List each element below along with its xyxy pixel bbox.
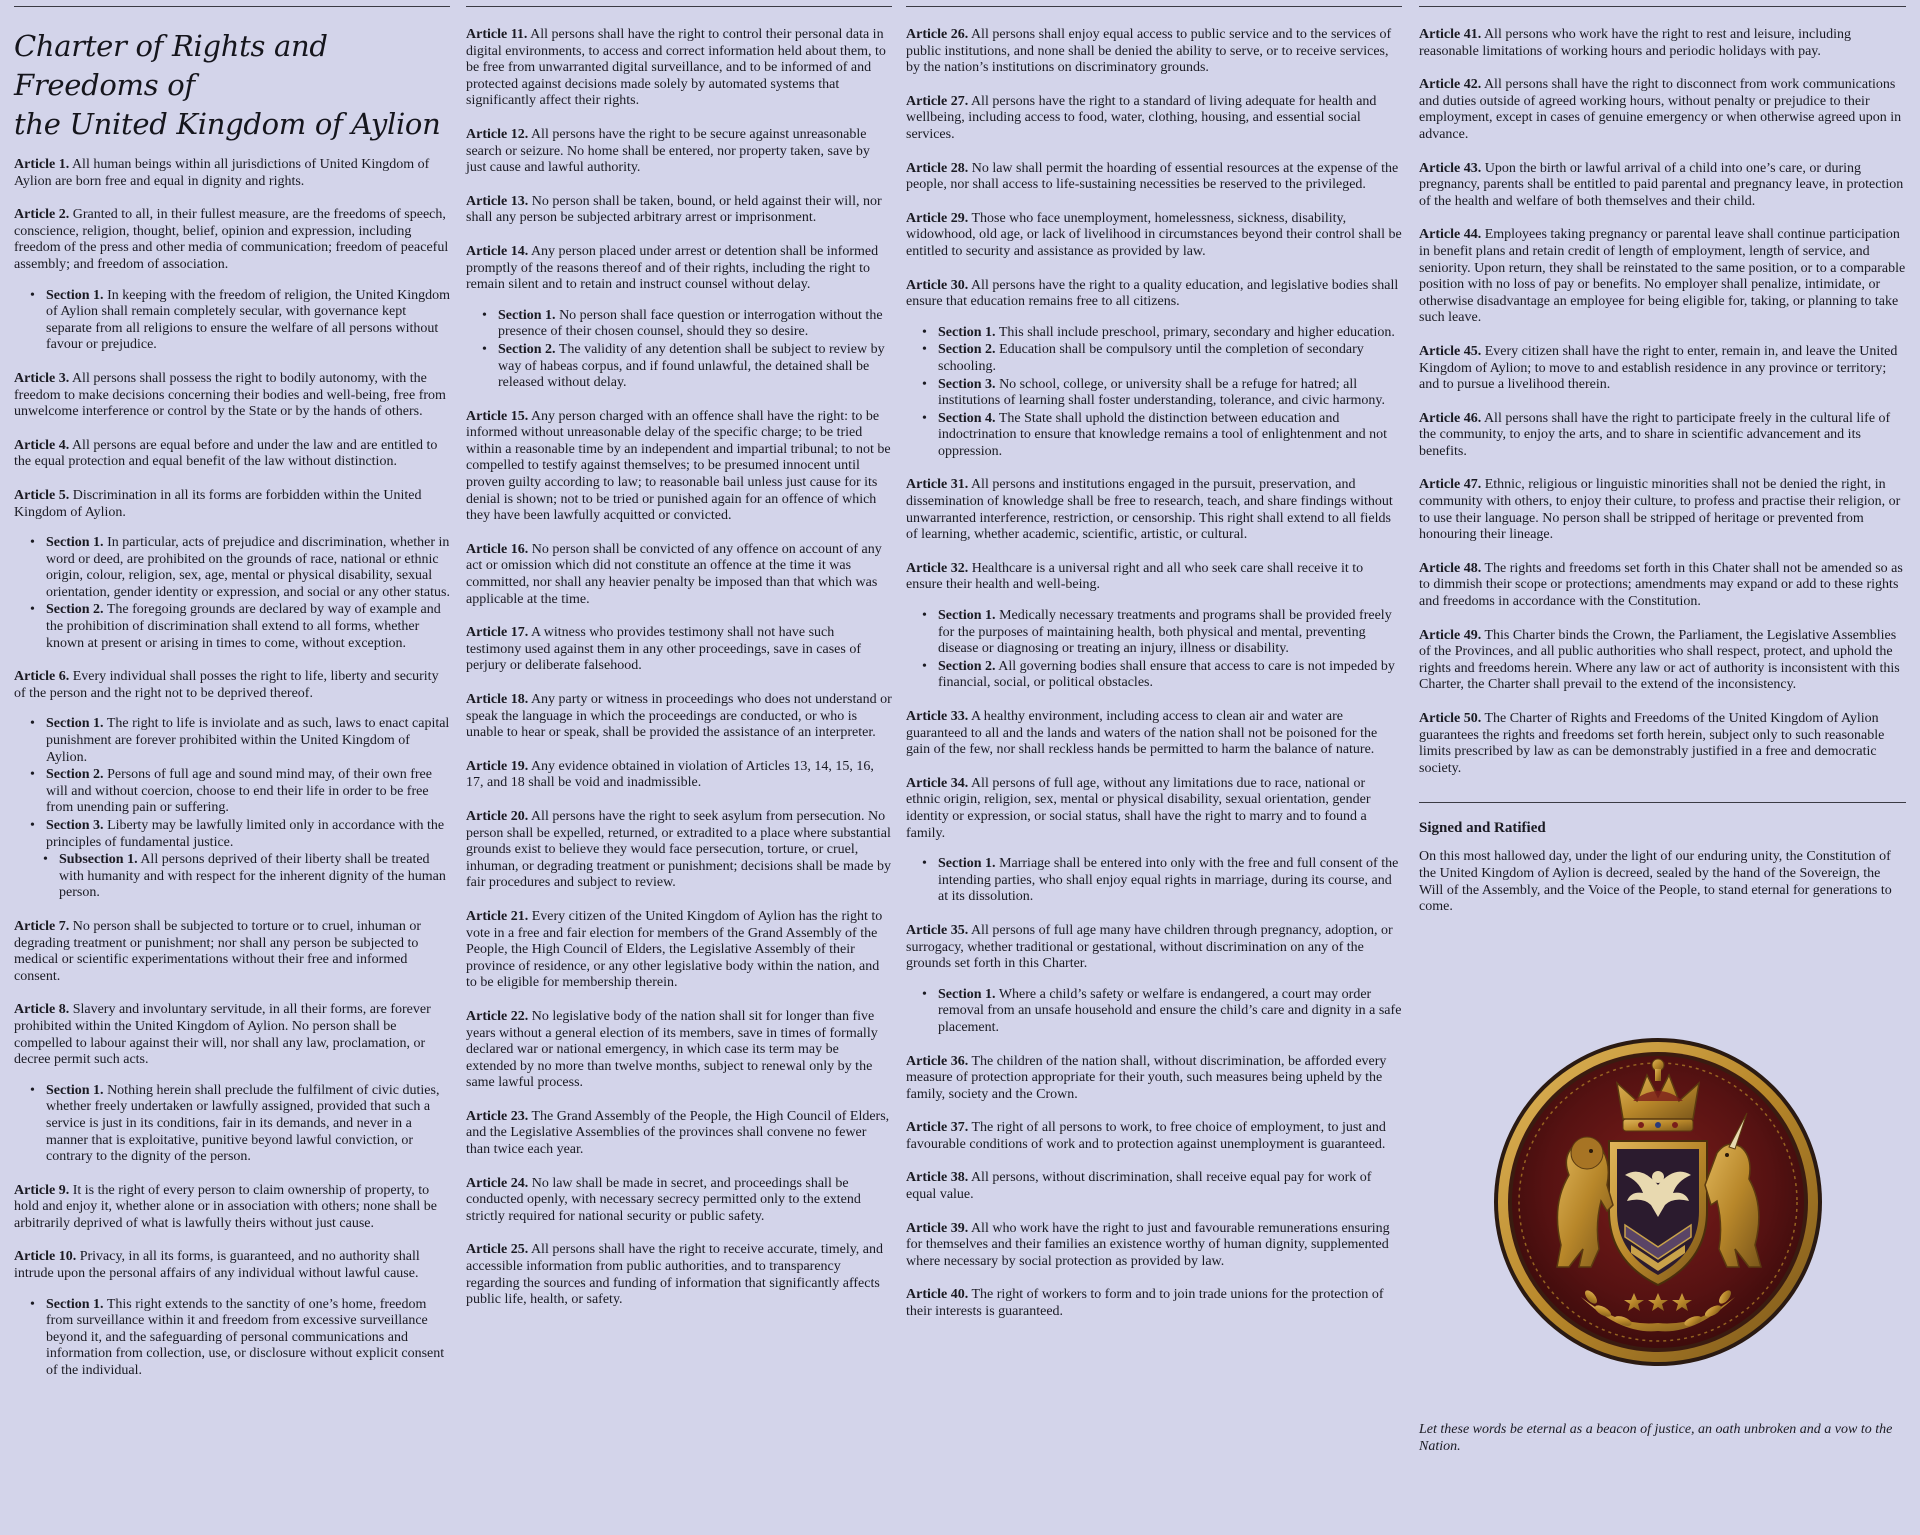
- royal-seal-icon: [1491, 1035, 1825, 1369]
- article: [1419, 77, 1906, 143]
- article: [14, 207, 450, 273]
- section-list: [906, 325, 1402, 461]
- article-label: Article 39.: [906, 1220, 969, 1236]
- section-label: Section 2.: [498, 341, 556, 357]
- article-label: Article 11.: [466, 27, 528, 42]
- section: [922, 856, 1402, 906]
- article-label: Article 23.: [466, 1108, 529, 1124]
- article-label: Article 27.: [906, 93, 969, 109]
- section: [922, 608, 1402, 658]
- article: [14, 488, 450, 521]
- article: [466, 692, 892, 742]
- section-text: In particular, acts of prejudice and discrimination, whether in word or deed, are prohibited on the grounds of race, national or ethnic origin, colour, religion, sex, age, mental or physical disability, sexual orientation, gender identity or expression, and social or any other status.: [46, 535, 450, 600]
- article-text: All persons have the right to seek asylum from persecution. No person shall be expelled, returned, or extradited to a place where substantial grounds exist to believe they would face persecution, torture, or cruel, inhuman, or degrading treatment or punishment; decisions shall be made by fair procedures and subject to review.: [466, 808, 891, 891]
- title-line-1: Charter of Rights and Freedoms of: [14, 29, 328, 102]
- article: [466, 542, 892, 608]
- article-label: Article 29.: [906, 210, 969, 226]
- article-list: [1419, 27, 1906, 777]
- article: [466, 1109, 892, 1159]
- section-list: [14, 535, 450, 652]
- section-label: Section 1.: [938, 986, 996, 1002]
- article: [906, 561, 1402, 594]
- section-label: Section 1.: [938, 856, 996, 872]
- article-label: Article 19.: [466, 758, 529, 774]
- signed-heading: Signed and Ratified: [1419, 820, 1546, 837]
- section-text: Where a child’s safety or welfare is endangered, a court may order removal from an unsafe household and ensure the child’s care and dignity in a safe placement.: [938, 986, 1402, 1035]
- article-label: Article 31.: [906, 477, 969, 493]
- section: [922, 342, 1402, 375]
- article-label: Article 37.: [906, 1120, 969, 1136]
- article-text: Any party or witness in proceedings who does not understand or speak the language in which the proceedings are conducted, or who is unable to hear or speak, shall be provided the assistance of an interpreter.: [466, 692, 892, 741]
- section-text: The validity of any detention shall be subject to review by way of habeas corpus, and if found unlawful, the detained shall be released without delay.: [498, 341, 885, 391]
- article-text: Any evidence obtained in violation of Articles 13, 14, 15, 16, 17, and 18 shall be void and inadmissible.: [466, 758, 874, 791]
- article: [466, 909, 892, 992]
- section: [922, 987, 1402, 1037]
- section-label: Section 1.: [938, 608, 996, 624]
- article-text: All persons shall have the right to receive accurate, timely, and accessible information from public authorities, and to transparency regarding the sources and funding of information that significantly affects public life, health, or safety.: [466, 1242, 884, 1308]
- article: [14, 1183, 450, 1233]
- section-label: Section 2.: [46, 602, 104, 618]
- article-text: Those who face unemployment, homelessness, sickness, disability, widowhood, old age, or lack of livelihood in circumstances beyond their control shall be entitled to security and assistance as provided by law.: [906, 210, 1402, 259]
- article: [1419, 561, 1906, 611]
- column-4: [1419, 6, 1906, 1535]
- section-text: No person shall face question or interrogation without the presence of their chosen counsel, should they so desire.: [498, 307, 883, 340]
- article: [1419, 477, 1906, 543]
- article-label: Article 8.: [14, 1002, 70, 1018]
- article-text: All persons who work have the right to rest and leisure, including reasonable limitations of working hours and periodic holidays with pay.: [1419, 27, 1851, 59]
- article-label: Article 47.: [1419, 477, 1482, 493]
- article: [906, 776, 1402, 842]
- page-title: [14, 27, 450, 144]
- article-label: Article 38.: [906, 1170, 969, 1186]
- section-text: The State shall uphold the distinction between education and indoctrination to ensure that knowledge remains a tool of enlightenment and not oppression.: [938, 410, 1388, 459]
- article-text: All persons have the right to be secure against unreasonable search or seizure. No home shall be entered, nor property taken, save by just cause and lawful authority.: [466, 126, 870, 176]
- article-text: A witness who provides testimony shall not have such testimony used against them in any other proceedings, save in cases of perjury or deliberate falsehood.: [466, 625, 862, 674]
- section-label: Subsection 1.: [59, 852, 138, 868]
- article: [14, 157, 450, 190]
- article: [14, 371, 450, 421]
- article-text: The right of all persons to work, to free choice of employment, to just and favourable conditions of work and to protection against unemployment is guaranteed.: [906, 1120, 1386, 1152]
- section-label: Section 2.: [938, 658, 996, 674]
- article-list: [906, 27, 1402, 1321]
- article-text: Discrimination in all its forms are forbidden within the United Kingdom of Aylion.: [14, 487, 422, 520]
- article-label: Article 2.: [14, 207, 70, 223]
- section-list: [14, 288, 450, 354]
- column-1: [14, 6, 450, 1535]
- article: [14, 1002, 450, 1068]
- article-text: The Charter of Rights and Freedoms of the United Kingdom of Aylion guarantees the rights and freedoms set forth herein, subject only to such reasonable limits prescribed by law as can be demonstrably justified in a free and democratic society.: [1419, 711, 1885, 776]
- section-list: [14, 1083, 450, 1166]
- article-label: Article 36.: [906, 1053, 969, 1069]
- article-text: Any person placed under arrest or detention shall be informed promptly of the reasons thereof and of their rights, including the right to remain silent and to retain and instruct counsel without delay.: [466, 243, 879, 293]
- article-text: All who work have the right to just and favourable remunerations ensuring for themselves and their families an existence worthy of human dignity, supplemented where necessary by social protection as provided by law.: [906, 1220, 1390, 1269]
- article: [906, 1221, 1402, 1271]
- article: [1419, 227, 1906, 327]
- article-text: Every citizen shall have the right to enter, remain in, and leave the United Kingdom of Aylion; to move to and establish residence in any province or territory; and to pursue a livelihood therein.: [1419, 343, 1898, 393]
- subsection: [43, 852, 450, 902]
- article-label: Article 50.: [1419, 711, 1482, 726]
- section-text: Liberty may be lawfully limited only in accordance with the principles of fundamental justice.: [46, 818, 445, 850]
- article: [1419, 27, 1906, 60]
- section: [922, 377, 1402, 410]
- article-label: Article 45.: [1419, 343, 1482, 359]
- article: [1419, 411, 1906, 461]
- closing-statement: Let these words be eternal as a beacon of justice, an oath unbroken and a vow to the Nation.: [1419, 1422, 1893, 1454]
- article-text: All human beings within all jurisdictions of United Kingdom of Aylion are born free and equal in dignity and rights.: [14, 157, 430, 189]
- article-text: No person shall be convicted of any offence on account of any act or omission which did not constitute an offence at the time it was committed, nor shall any heavier penalty be imposed than that which was applicable at the time.: [466, 541, 882, 607]
- section: [30, 716, 450, 766]
- article-text: Any person charged with an offence shall have the right: to be informed without unreasonable delay of the specific charge; to be tried within a reasonable time by an independent and impartial tribunal; to not be compelled to testify against themselves; to be presumed innocent until proven guilty according to law; to reasonable bail unless just cause for its denial is shown; not to be tried or punished again for an offence of which they have been lawfully acquitted or convicted.: [466, 408, 891, 524]
- section: [30, 818, 450, 851]
- article: [906, 709, 1402, 759]
- section-label: Section 1.: [938, 324, 996, 340]
- article-text: Privacy, in all its forms, is guaranteed, and no authority shall intrude upon the personal affairs of any individual without lawful cause.: [14, 1249, 420, 1282]
- article: [466, 409, 892, 525]
- section: [30, 602, 450, 652]
- article-text: All persons have the right to a standard of living adequate for health and wellbeing, including access to food, water, clothing, housing, and essential social services.: [906, 93, 1377, 142]
- section-label: Section 1.: [498, 307, 556, 323]
- article-text: Upon the birth or lawful arrival of a child into one’s care, or during pregnancy, parents shall be entitled to paid parental and pregnancy leave, in protection of the health and welfare of both themselves and their child.: [1419, 160, 1904, 209]
- article-text: All persons of full age many have children through pregnancy, adoption, or surrogacy, whether traditional or gestational, without discrimination on any of the grounds set forth in this Charter.: [906, 922, 1393, 972]
- article-text: The Grand Assembly of the People, the High Council of Elders, and the Legislative Assemblies of the provinces shall convene no fewer than twice each year.: [466, 1108, 890, 1158]
- article-label: Article 1.: [14, 157, 70, 172]
- article-text: Slavery and involuntary servitude, in all their forms, are forever prohibited within the United Kingdom of Aylion. No person shall be compelled to labour against their will, nor shall any law, proclamation, or decree permit such acts.: [14, 1002, 431, 1068]
- section: [482, 308, 892, 341]
- section-label: Section 1.: [46, 535, 104, 551]
- article-label: Article 35.: [906, 922, 969, 938]
- article-label: Article 26.: [906, 27, 969, 42]
- article: [906, 1287, 1402, 1320]
- article: [906, 161, 1402, 194]
- section: [922, 325, 1402, 342]
- article: [14, 669, 450, 702]
- article-label: Article 43.: [1419, 160, 1482, 176]
- column-3: [906, 6, 1402, 1535]
- article-text: All persons shall have the right to participate freely in the cultural life of the community, to enjoy the arts, and to share in scientific advancement and its benefits.: [1419, 410, 1891, 459]
- section-list: [906, 987, 1402, 1037]
- article-label: Article 4.: [14, 437, 70, 453]
- section-label: Section 2.: [938, 342, 996, 358]
- article-label: Article 46.: [1419, 410, 1482, 426]
- article-label: Article 21.: [466, 908, 529, 924]
- section-label: Section 1.: [46, 287, 104, 303]
- section-text: All persons deprived of their liberty shall be treated with humanity and with respect for the inherent dignity of the human person.: [59, 852, 446, 901]
- article: [466, 244, 892, 294]
- section: [30, 535, 450, 601]
- section-label: Section 4.: [938, 410, 996, 426]
- section-list: [14, 716, 450, 902]
- article: [906, 1120, 1402, 1153]
- section-label: Section 3.: [46, 818, 104, 833]
- article: [906, 923, 1402, 973]
- article: [466, 27, 892, 110]
- section-text: This right extends to the sanctity of one’s home, freedom from surveillance within it and freedom from excessive surveillance beyond it, and the safeguarding of personal communications and information from collection, use, or disclosure without explicit consent of the individual.: [46, 1296, 445, 1379]
- article-label: Article 20.: [466, 808, 529, 824]
- article: [466, 1176, 892, 1226]
- article-list: [466, 27, 892, 1309]
- section: [30, 288, 450, 354]
- article-text: Every individual shall posses the right to life, liberty and security of the person and the right not to be deprived thereof.: [14, 669, 439, 701]
- article-label: Article 7.: [14, 918, 70, 934]
- section-label: Section 1.: [46, 1082, 104, 1098]
- article-label: Article 3.: [14, 370, 70, 386]
- section: [922, 659, 1402, 692]
- article: [906, 1170, 1402, 1203]
- article: [1419, 344, 1906, 394]
- article-label: Article 10.: [14, 1249, 77, 1265]
- article-label: Article 40.: [906, 1287, 969, 1303]
- article: [1419, 711, 1906, 777]
- article-text: All persons have the right to a quality education, and legislative bodies shall ensure that education remains free to all citizens.: [906, 277, 1399, 310]
- article: [1419, 161, 1906, 211]
- section-text: Nothing herein shall preclude the fulfilment of civic duties, whether freely undertaken or lawfully assigned, provided that such a service is just in its conditions, fair in its demands, and never in a manner that is exploitative, punitive beyond lawful conviction, or contrary to the dignity of the person.: [46, 1082, 440, 1165]
- article: [906, 27, 1402, 77]
- article-label: Article 6.: [14, 669, 70, 685]
- article-text: All persons shall have the right to disconnect from work communications and duties outside of agreed working hours, without penalty or prejudice to their employment, except in cases of genuine emergency or when otherwise agreed upon in advance.: [1419, 77, 1902, 142]
- section: [922, 411, 1402, 461]
- article-label: Article 22.: [466, 1008, 529, 1024]
- section: [30, 767, 450, 817]
- article-text: The right of workers to form and to join trade unions for the protection of their interests is guaranteed.: [906, 1287, 1384, 1320]
- article-label: Article 9.: [14, 1182, 70, 1198]
- article-label: Article 5.: [14, 487, 70, 503]
- article-text: Healthcare is a universal right and all who seek care shall receive it to ensure their health and well-being.: [906, 560, 1364, 593]
- article-text: No law shall permit the hoarding of essential resources at the expense of the people, nor shall access to life-sustaining necessities be reserved to the privileged.: [906, 160, 1399, 193]
- article-label: Article 44.: [1419, 227, 1482, 243]
- section-text: The right to life is inviolate and as such, laws to enact capital punishment are forever prohibited within the United Kingdom of Aylion.: [46, 716, 450, 765]
- article-list: [14, 157, 450, 1380]
- article-text: No person shall be subjected to torture or to cruel, inhuman or degrading treatment or punishment; nor shall any person be subjected to medical or scientific experimentations without their free and informed consent.: [14, 918, 422, 984]
- article-label: Article 33.: [906, 709, 969, 724]
- article: [466, 1242, 892, 1308]
- article-label: Article 30.: [906, 277, 969, 293]
- divider: [1419, 802, 1906, 803]
- section-label: Section 2.: [46, 767, 104, 783]
- article: [466, 127, 892, 177]
- article-label: Article 42.: [1419, 77, 1482, 93]
- section-text: Persons of full age and sound mind may, of their own free will and without coercion, choose to end their life in order to be free from unending pain or suffering.: [46, 767, 432, 816]
- article: [14, 438, 450, 471]
- section: [30, 1083, 450, 1166]
- article: [906, 278, 1402, 311]
- article-label: Article 24.: [466, 1175, 529, 1191]
- article-label: Article 15.: [466, 408, 529, 424]
- article-label: Article 17.: [466, 625, 529, 641]
- section-label: Section 3.: [938, 376, 996, 392]
- article-label: Article 41.: [1419, 27, 1482, 42]
- article-label: Article 32.: [906, 560, 969, 576]
- title-line-2: the United Kingdom of Aylion: [14, 107, 441, 141]
- article: [906, 211, 1402, 261]
- article-label: Article 12.: [466, 126, 529, 142]
- article: [466, 809, 892, 892]
- article-label: Article 14.: [466, 243, 529, 259]
- article: [14, 919, 450, 985]
- article-text: No person shall be taken, bound, or held against their will, nor shall any person be subjected arbitrary arrest or imprisonment.: [466, 193, 882, 226]
- article-label: Article 49.: [1419, 627, 1482, 643]
- section-text: In keeping with the freedom of religion, the United Kingdom of Aylion shall remain completely secular, with governance kept separate from all religions to ensure the welfare of all persons without favour or prejudice.: [46, 287, 450, 353]
- article-text: The rights and freedoms set forth in this Chater shall not be amended so as to dimmish their scope or protections; amendments may expand or add to these rights and freedoms in accordance with the Constitution.: [1419, 560, 1903, 610]
- article: [1419, 628, 1906, 694]
- article-text: All persons shall enjoy equal access to public service and to the services of public institutions, and none shall be denied the ability to serve, or to receive services, by the nation’s institutions on discriminatory grounds.: [906, 27, 1392, 76]
- section-text: No school, college, or university shall be a refuge for hatred; all institutions of learning shall foster understanding, tolerance, and civic harmony.: [938, 376, 1385, 409]
- article-label: Article 25.: [466, 1242, 529, 1258]
- article-label: Article 28.: [906, 160, 969, 176]
- article-label: Article 48.: [1419, 560, 1482, 576]
- article-text: The children of the nation shall, without discrimination, be afforded every measure of protection appropriate for their youth, such measures being upheld by the family, society and the Crown.: [906, 1053, 1387, 1102]
- article-label: Article 13.: [466, 193, 529, 209]
- section-text: The foregoing grounds are declared by way of example and the prohibition of discrimination shall extend to all forms, whether known at present or arising in times to come, without exception.: [46, 602, 441, 651]
- section: [30, 1297, 450, 1380]
- article: [466, 759, 892, 792]
- article-text: Granted to all, in their fullest measure, are the freedoms of speech, conscience, religion, thought, belief, opinion and expression, including freedom of the press and other media of communication; freedom of peaceful assembly; and freedom of association.: [14, 207, 449, 272]
- section-list: [906, 608, 1402, 692]
- section-label: Section 1.: [46, 1296, 104, 1312]
- section-text: This shall include preschool, primary, secondary and higher education.: [998, 324, 1395, 340]
- article: [906, 1054, 1402, 1104]
- article: [906, 477, 1402, 543]
- section-label: Section 1.: [46, 716, 104, 732]
- article-text: This Charter binds the Crown, the Parliament, the Legislative Assemblies of the Provinces, and all public authorities who shall respect, protect, and uphold the rights and freedoms herein. Where any law or act of authority is inconsistent with this Charter, the Charter shall prevail to the extend of the inconsistency.: [1419, 627, 1900, 693]
- article: [466, 1009, 892, 1092]
- article: [466, 194, 892, 227]
- section-list: [906, 856, 1402, 906]
- article-text: All persons shall have the right to control their personal data in digital environments, to access and correct information held about them, to be free from unwarranted digital surveillance, and to be informed of and protected against decisions made solely by automated systems that significantly affect their rights.: [466, 27, 886, 109]
- article-text: Ethnic, religious or linguistic minorities shall not be denied the right, in community with others, to enjoy their culture, to profess and practise their religion, or to use their language. No person shall be stripped of heritage or prevented from honouring their lineage.: [1419, 477, 1901, 543]
- article-label: Article 18.: [466, 692, 529, 707]
- article-label: Article 16.: [466, 541, 529, 557]
- article-text: Employees taking pregnancy or parental leave shall continue participation in benefit plans and retain credit of length of employment, length of service, and seniority. Upon return, they shall be reinstated to the same position, or to a comparable position with no loss of pay or benefits. No employer shall penalize, intimidate, or otherwise disadvantage an employee for being eligible for, taking, or planning to take such leave.: [1419, 227, 1906, 326]
- article-text: All persons and institutions engaged in the pursuit, preservation, and dissemination of knowledge shall be free to research, teach, and share findings without unwarranted interference, restriction, or censorship. This right shall extend to all fields of learning, whether academic, scientific, artistic, or cultural.: [906, 477, 1393, 543]
- article: [14, 1249, 450, 1282]
- article-text: All persons of full age, without any limitations due to race, national or ethnic origin, religion, sex, mental or physical disability, sexual orientation, gender identity or expression, or social status, shall have the right to marry and to found a family.: [906, 775, 1371, 841]
- section-list: [14, 1297, 450, 1380]
- article-text: It is the right of every person to claim ownership of property, to hold and enjoy it, whether alone or in association with others; none shall be arbitrarily deprived of what is lawfully theirs without just cause.: [14, 1182, 438, 1231]
- section-text: All governing bodies shall ensure that access to care is not impeded by financial, social, or political obstacles.: [938, 658, 1395, 691]
- article-text: No law shall be made in secret, and proceedings shall be conducted openly, with necessary secrecy permitted only to the extend strictly required for national security or public safety.: [466, 1175, 861, 1224]
- article: [466, 625, 892, 675]
- article: [906, 94, 1402, 144]
- section-text: Education shall be compulsory until the completion of secondary schooling.: [938, 342, 1364, 374]
- article-text: No legislative body of the nation shall sit for longer than five years without a general election of its members, save in times of formally declared war or national emergency, in which case its term may be extended by no more than twelve months, subject to renewal only by the same lawful process.: [466, 1008, 878, 1091]
- section-text: Medically necessary treatments and programs shall be provided freely for the purposes of maintaining health, both physical and mental, preventing disease or diagnosing or treating an injury, illness or disability.: [938, 608, 1392, 657]
- article-text: All persons are equal before and under the law and are entitled to the equal protection and equal benefit of the law without distinction.: [14, 437, 438, 470]
- section: [482, 342, 892, 392]
- article-text: All persons shall possess the right to bodily autonomy, with the freedom to make decisions concerning their bodies and well-being, free from unwelcome interference or control by the State or by the hands of others.: [14, 370, 446, 420]
- section-list: [466, 308, 892, 392]
- article-text: All persons, without discrimination, shall receive equal pay for work of equal value.: [906, 1170, 1372, 1203]
- signed-text: On this most hallowed day, under the light of our enduring unity, the Constitution of the United Kingdom of Aylion is decreed, sealed by the hand of the Sovereign, the Will of the Assembly, and the Voice of the People, to stand eternal for generations to come.: [1419, 849, 1892, 915]
- article-text: Every citizen of the United Kingdom of Aylion has the right to vote in a free and fair election for members of the Grand Assembly of the People, the High Council of Elders, the Legislative Assembly of their province of residence, or any other legislative body within the nation, and to be eligible for membership therein.: [466, 908, 883, 991]
- article-label: Article 34.: [906, 775, 969, 791]
- seal-graphic: [1491, 1035, 1825, 1369]
- section-text: Marriage shall be entered into only with the free and full consent of the intending parties, who shall enjoy equal rights in marriage, during its course, and at its dissolution.: [938, 856, 1399, 905]
- article-text: A healthy environment, including access to clean air and water are guaranteed to all and the lands and waters of the nation shall not be poisoned for the gain of the few, nor shall reckless hands be permitted to harm the balance of nature.: [906, 709, 1378, 758]
- column-2: [466, 6, 892, 1535]
